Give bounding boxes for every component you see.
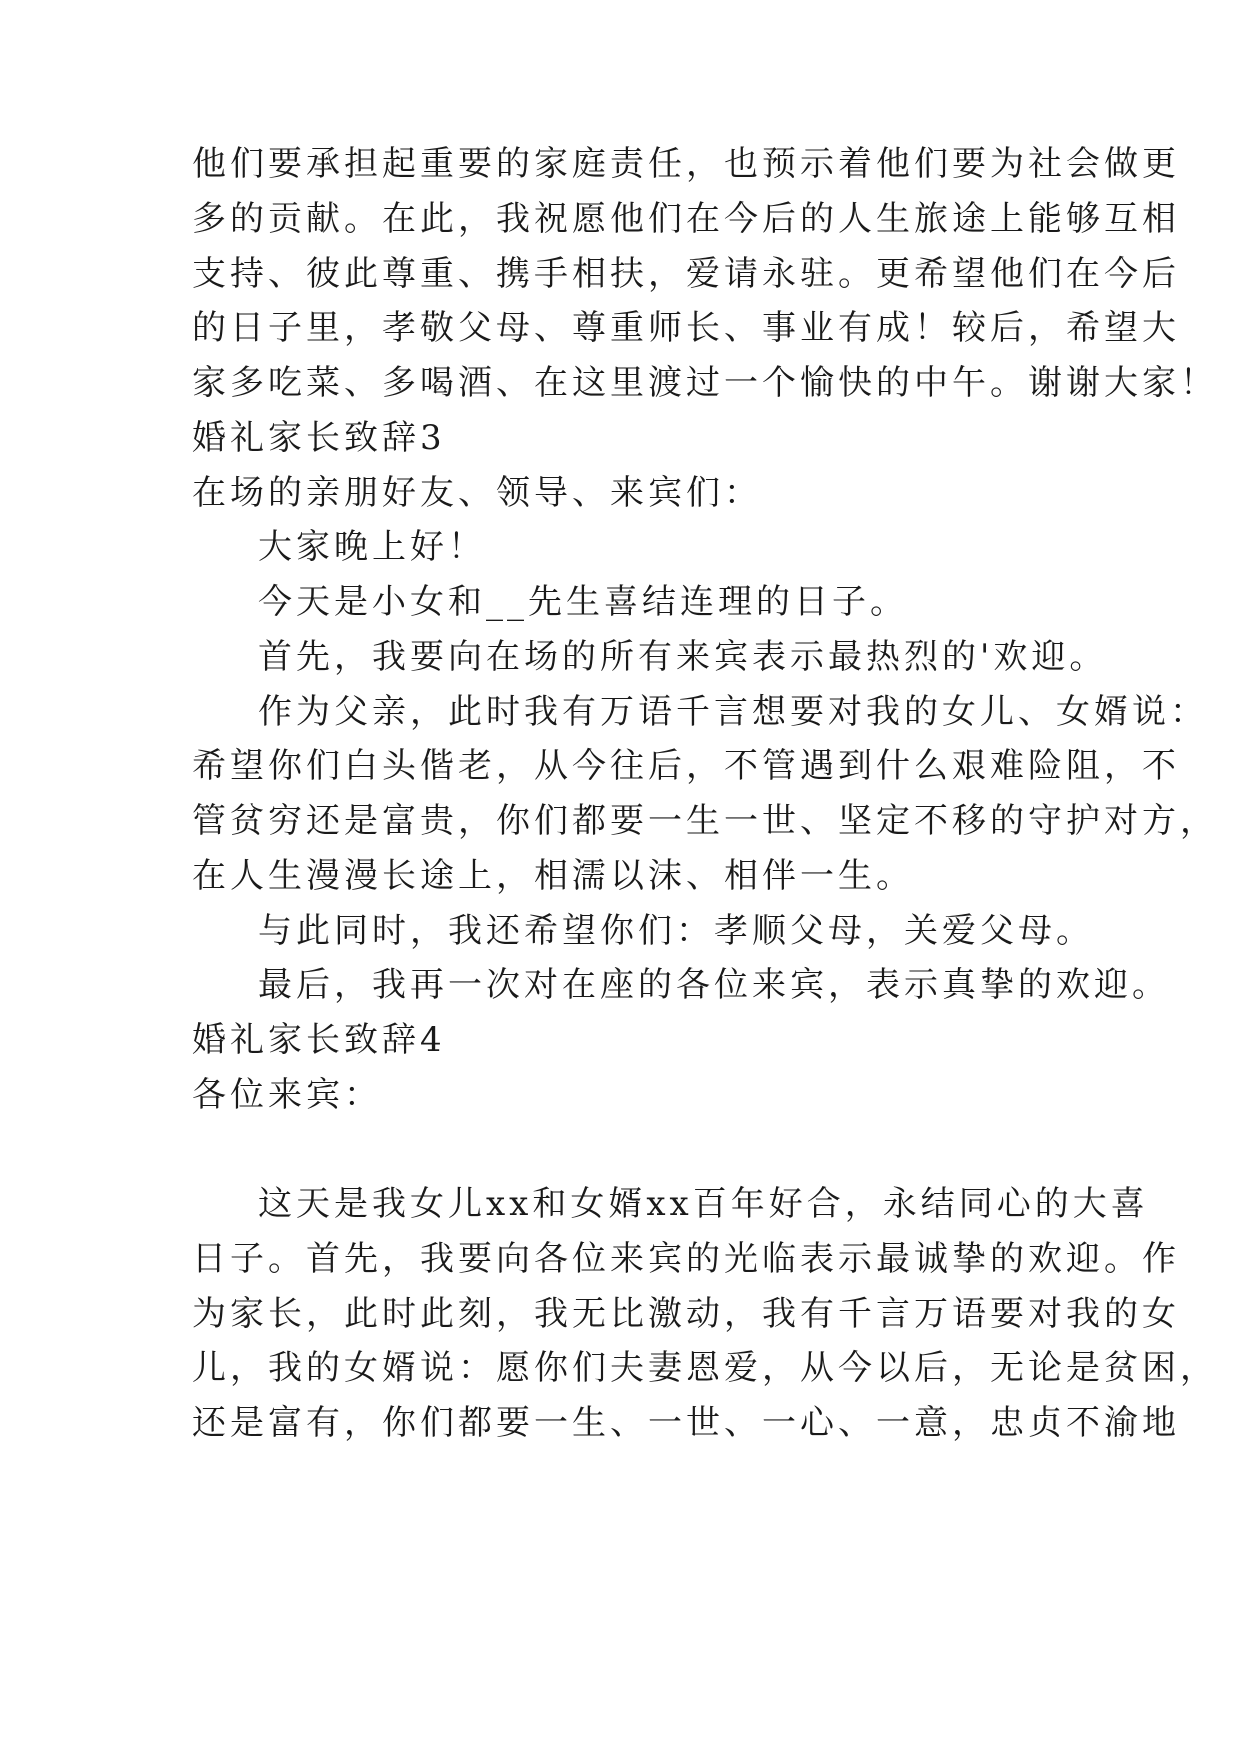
paragraph-line: 这天是我女儿xx和女婿xx百年好合，永结同心的大喜: [258, 1184, 1149, 1224]
paragraph-line: 与此同时，我还希望你们：孝顺父母，关爱父母。: [258, 911, 1094, 951]
paragraph-line: 儿，我的女婿说：愿你们夫妻恩爱，从今以后，无论是贫困，: [192, 1348, 1218, 1388]
paragraph-line: 今天是小女和__先生喜结连理的日子。: [258, 582, 908, 622]
paragraph-line: 在人生漫漫长途上，相濡以沫、相伴一生。: [192, 856, 914, 896]
paragraph-line: 他们要承担起重要的家庭责任，也预示着他们要为社会做更: [192, 144, 1180, 184]
paragraph-line: 首先，我要向在场的所有来宾表示最热烈的'欢迎。: [258, 637, 1108, 677]
paragraph-line: 家多吃菜、多喝酒、在这里渡过一个愉快的中午。谢谢大家！: [192, 363, 1218, 403]
paragraph-line: 作为父亲，此时我有万语千言想要对我的女儿、女婿说：: [258, 692, 1208, 732]
paragraph-line: 的日子里，孝敬父母、尊重师长、事业有成！较后，希望大: [192, 308, 1180, 348]
paragraph-line: 为家长，此时此刻，我无比激动，我有千言万语要对我的女: [192, 1294, 1180, 1334]
paragraph-line: 大家晚上好！: [258, 527, 486, 567]
paragraph-line: 最后，我再一次对在座的各位来宾，表示真挚的欢迎。: [258, 965, 1170, 1005]
paragraph-line: 日子。首先，我要向各位来宾的光临表示最诚挚的欢迎。作: [192, 1239, 1180, 1279]
paragraph-line: 管贫穷还是富贵，你们都要一生一世、坚定不移的守护对方，: [192, 801, 1218, 841]
section-heading: 婚礼家长致辞3: [192, 418, 446, 458]
salutation: 在场的亲朋好友、领导、来宾们：: [192, 473, 762, 513]
section-heading: 婚礼家长致辞4: [192, 1020, 446, 1060]
paragraph-line: 还是富有，你们都要一生、一世、一心、一意，忠贞不渝地: [192, 1403, 1180, 1443]
paragraph-line: 希望你们白头偕老，从今往后，不管遇到什么艰难险阻，不: [192, 746, 1180, 786]
salutation: 各位来宾：: [192, 1075, 382, 1115]
paragraph-line: 支持、彼此尊重、携手相扶，爱请永驻。更希望他们在今后: [192, 254, 1180, 294]
paragraph-line: 多的贡献。在此，我祝愿他们在今后的人生旅途上能够互相: [192, 199, 1180, 239]
